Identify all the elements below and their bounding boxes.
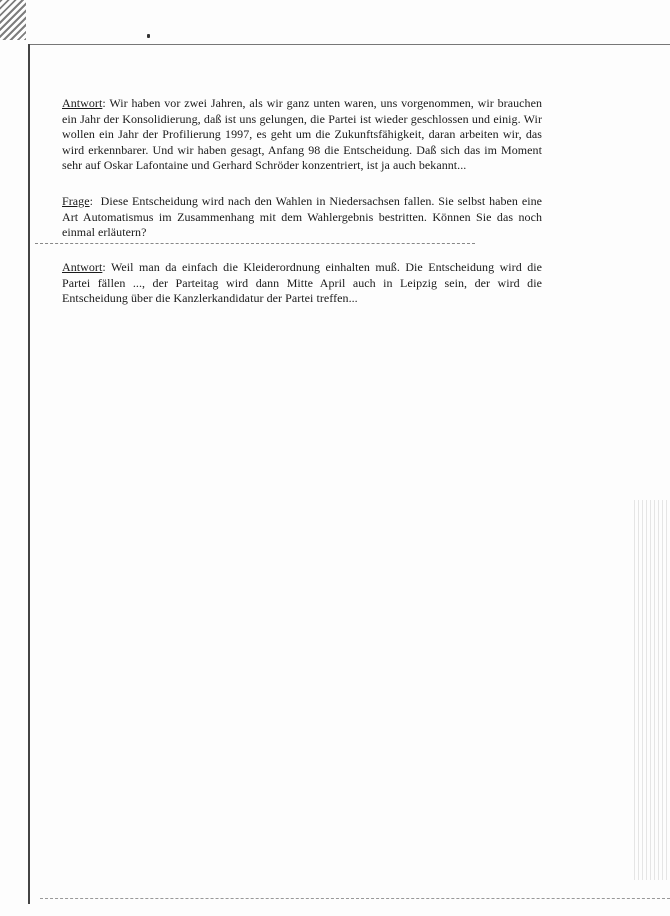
question-label: Frage xyxy=(62,194,90,208)
answer-text: Wir haben vor zwei Jahren, als wir ganz unten waren, uns vorgenommen, wir brauchen ein Jahr der Konsolidierung, daß ist uns gelungen, die Partei ist wieder geschlossen und einig. Wir wollen ein Jahr der Profilierung 1997, es geht um die Zukunftsfähigkeit, daran arbeiten wir, das wird erkennbarer. Und wir haben gesagt, Anfang 98 die Entscheidung. Daß sich das im Moment sehr auf Oskar Lafontaine und Gerhard Schröder konzentriert, ist ja auch bekannt... xyxy=(62,96,543,172)
separator-line xyxy=(35,243,475,244)
answer-paragraph-2: Antwort: Weil man da einfach die Kleiderordnung einhalten muß. Die Entscheidung wird die Partei fällen ..., der Parteitag wird dann Mitte April auch in Leipzig sein, der wird die Entscheidung über die Kanzlerkandidatur der Partei treffen... xyxy=(62,260,543,305)
answer-paragraph-1: Antwort: Wir haben vor zwei Jahren, als wir ganz unten waren, uns vorgenommen, wir brauchen ein Jahr der Konsolidierung, daß ist uns gelungen, die Partei ist wieder geschlossen und einig. Wir wollen ein Jahr der Profilierung 1997, es geht um die Zukunftsfähigkeit, daran arbeiten wir, das wird erkennbarer. Und wir haben gesagt, Anfang 98 die Entscheidung. Daß sich das im Moment sehr auf Oskar Lafontaine und Gerhard Schröder konzentriert, ist ja auch bekannt... xyxy=(62,96,543,172)
question-paragraph: Frage: Diese Entscheidung wird nach den Wahlen in Niedersachsen fallen. Sie selbst haben eine Art Automatismus im Zusammenhang mit dem Wahlergebnis bestritten. Können Sie das noch einmal erläutern? xyxy=(62,194,543,239)
answer-text: Weil man da einfach die Kleiderordnung einhalten muß. Die Entscheidung wird die Partei fällen ..., der Parteitag wird dann Mitte April auch in Leipzig sein, der wird die Entscheidung über die Kanzlerkandidatur der Partei treffen... xyxy=(62,260,543,305)
scan-noise-right xyxy=(634,500,670,880)
scan-artifact-corner xyxy=(0,0,26,40)
page-border-top xyxy=(28,44,670,45)
scan-speck xyxy=(147,34,150,38)
answer-label: Antwort xyxy=(62,260,103,274)
question-text: Diese Entscheidung wird nach den Wahlen in Niedersachsen fallen. Sie selbst haben eine Art Automatismus im Zusammenhang mit dem Wahlergebnis bestritten. Können Sie das noch einmal erläutern? xyxy=(62,194,543,239)
page-border-bottom xyxy=(40,898,670,899)
answer-label: Antwort xyxy=(62,96,103,110)
page-border-left xyxy=(28,44,30,904)
